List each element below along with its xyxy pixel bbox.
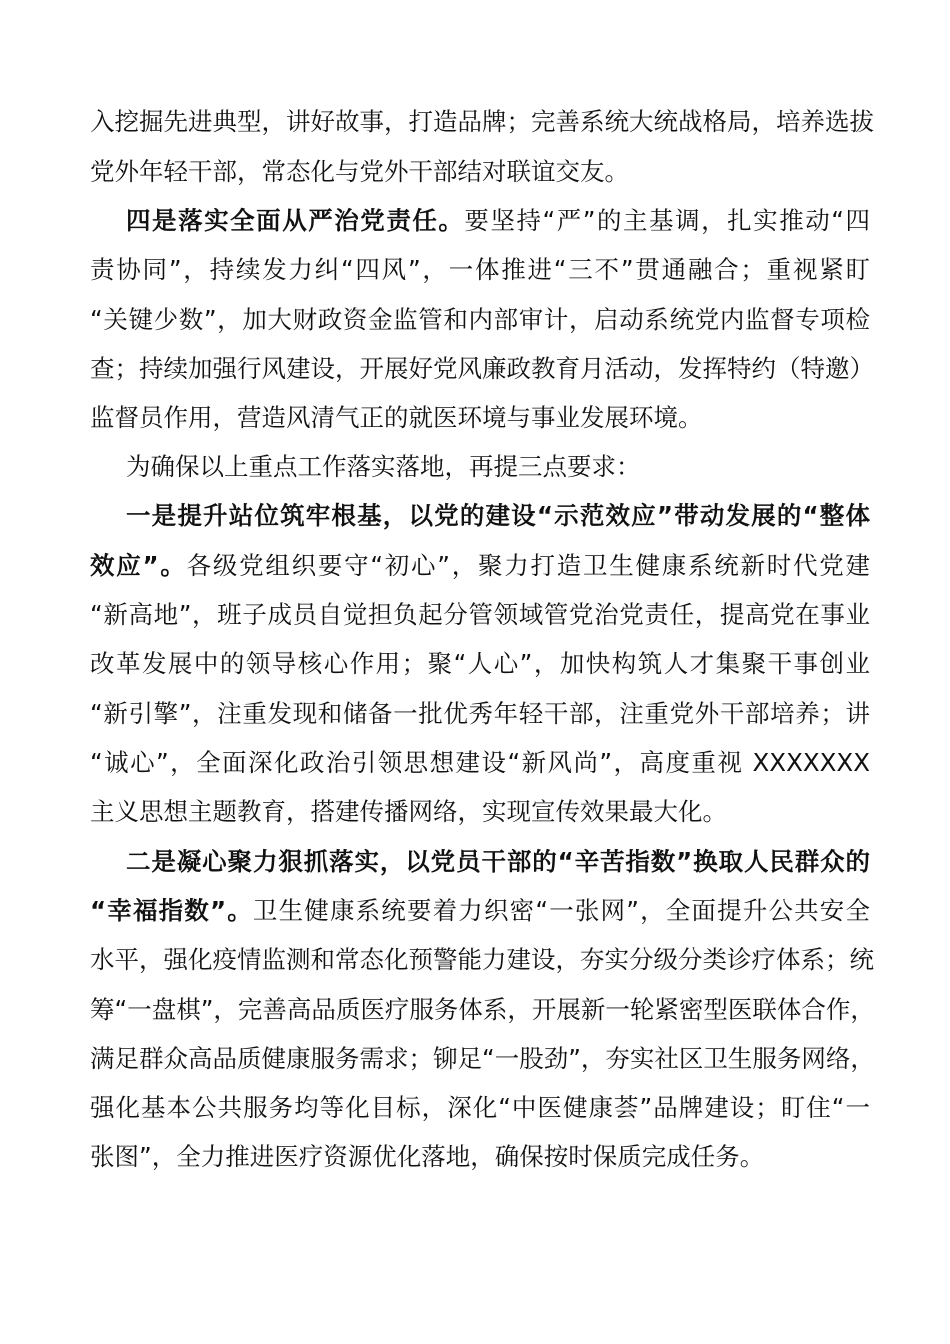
paragraph-heading: 一是提升站位筑牢根基，以党的建设“示范效应”带动发展的“整体 (126, 501, 870, 530)
paragraph-line: 为确保以上重点工作落实落地，再提三点要求： (126, 452, 641, 481)
paragraph-heading-line (90, 891, 870, 931)
paragraph-heading-line (90, 546, 870, 586)
paragraph-line: 改革发展中的领导核心作用；聚“人心”，加快构筑人才集聚干事创业 (90, 649, 870, 678)
paragraph-heading: 四是落实全面从严治党责任。 (126, 206, 465, 235)
paragraph-line: 入挖掘先进典型，讲好故事，打造品牌；完善系统大统战格局，培养选拔 (90, 107, 874, 136)
paragraph-text: 卫生健康系统要着力织密“一张网”，全面提升公共安全 (252, 896, 870, 925)
paragraph-line: 满足群众高品质健康服务需求；铆足“一股劲”，夯实社区卫生服务网络， (90, 1044, 875, 1073)
paragraph-heading: “幸福指数”。 (90, 896, 253, 925)
paragraph-line: 监督员作用，营造风清气正的就医环境与事业发展环境。 (90, 403, 703, 432)
paragraph-heading: 二是凝心聚力狠抓落实，以党员干部的“辛苦指数”换取人民群众的 (126, 847, 870, 876)
paragraph-line: “关键少数”，加大财政资金监管和内部审计，启动系统党内监督专项检 (90, 305, 870, 334)
paragraph-line: 责协同”，持续发力纠“四风”，一体推进“三不”贯通融合；重视紧盯 (90, 255, 870, 284)
paragraph-heading: 效应”。 (90, 551, 187, 580)
paragraph-line: “诚心”，全面深化政治引领思想建设“新风尚”，高度重视 XXXXXXX (90, 748, 870, 777)
paragraph-heading-line (126, 842, 870, 882)
paragraph-line: 水平，强化疫情监测和常态化预警能力建设，夯实分级分类诊疗体系；统 (90, 945, 874, 974)
paragraph-heading-line (126, 496, 870, 536)
paragraph-text: 要坚持“严”的主基调，扎实推动“四 (464, 206, 871, 235)
paragraph-line: “新高地”，班子成员自觉担负起分管领域管党治党责任，提高党在事业 (90, 600, 870, 629)
paragraph-line: 主义思想主题教育，搭建传播网络，实现宣传效果最大化。 (90, 797, 727, 826)
paragraph-line: 张图”，全力推进医疗资源优化落地，确保按时保质完成任务。 (90, 1142, 765, 1171)
paragraph-line: 党外年轻干部，常态化与党外干部结对联谊交友。 (90, 157, 629, 186)
paragraph-line: 筹“一盘棋”，完善高品质医疗服务体系，开展新一轮紧密型医联体合作， (90, 995, 875, 1024)
paragraph-text: 各级党组织要守“初心”，聚力打造卫生健康系统新时代党建 (186, 551, 870, 580)
paragraph-line: 查；持续加强行风建设，开展好党风廉政教育月活动，发挥特约（特邀） (90, 354, 874, 383)
paragraph-line: 强化基本公共服务均等化目标，深化“中医健康荟”品牌建设；盯住“一 (90, 1093, 870, 1122)
paragraph-heading-line (126, 201, 870, 241)
paragraph-line: “新引擎”，注重发现和储备一批优秀年轻干部，注重党外干部培养；讲 (90, 699, 870, 728)
